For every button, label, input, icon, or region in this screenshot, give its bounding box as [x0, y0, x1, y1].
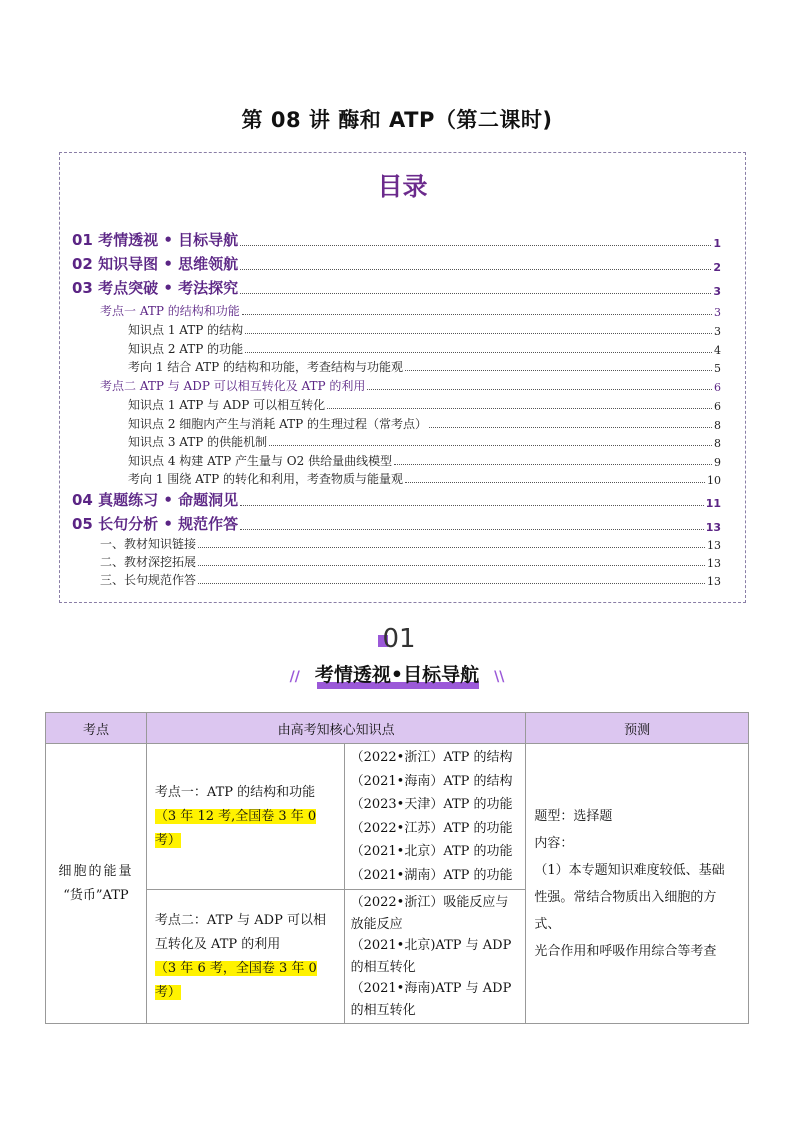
- toc-entry[interactable]: 考向 1 围绕 ATP 的转化和利用，考查物质与能量观 10: [128, 472, 721, 487]
- toc-entry[interactable]: 01 考情透视 • 目标导航 1: [72, 231, 721, 250]
- toc-entry[interactable]: 一、教材知识链接 13: [100, 537, 721, 552]
- toc-entry[interactable]: 知识点 1 ATP 的结构 3: [128, 323, 721, 338]
- toc-entry[interactable]: 考向 1 结合 ATP 的结构和功能，考查结构与功能观 5: [128, 360, 721, 375]
- table-row: [46, 744, 749, 890]
- toc-entry[interactable]: 03 考点突破 • 考法探究 3: [72, 279, 721, 298]
- prediction-cell: 题型：选择题 内容： （1）本专题知识难度较低、基础 性强。常结合物质出入细胞的方式、 光合作用和呼吸作用综合等考查: [526, 744, 749, 1024]
- kp1-sources: （2022•浙江）ATP 的结构 （2021•海南）ATP 的结构 （2023•天津）ATP 的功能 （2022•江苏）ATP 的功能 （2021•北京）ATP 的功能 （2021•湖南）ATP 的功能: [344, 744, 526, 890]
- topic-cell: 细胞的能量 “货币”ATP: [46, 744, 147, 1024]
- header-prediction: 预测: [526, 713, 749, 744]
- toc-entry[interactable]: 二、教材深挖拓展 13: [100, 555, 721, 570]
- toc-entry[interactable]: 知识点 1 ATP 与 ADP 可以相互转化 6: [128, 398, 721, 413]
- toc-entry[interactable]: 知识点 2 细胞内产生与消耗 ATP 的生理过程（常考点） 8: [128, 417, 721, 432]
- toc-entry[interactable]: 知识点 3 ATP 的供能机制 8: [128, 435, 721, 450]
- header-knowledge: 由高考知核心知识点: [146, 713, 525, 744]
- toc-entry[interactable]: 知识点 2 ATP 的功能 4: [128, 342, 721, 357]
- toc-entry[interactable]: 考点二 ATP 与 ADP 可以相互转化及 ATP 的利用 6: [100, 379, 721, 394]
- toc-entry[interactable]: 02 知识导图 • 思维领航 2: [72, 255, 721, 274]
- page-title: 第 08 讲 酶和 ATP（第二课时): [241, 108, 553, 132]
- kp2-count-highlight: （3 年 6 考，全国卷 3 年 0 考）: [154, 960, 317, 1000]
- kp2-cell: 考点二：ATP 与 ADP 可以相 互转化及 ATP 的利用 （3 年 6 考，全国卷 3 年 0 考）: [146, 890, 344, 1024]
- toc-heading: 目录: [377, 172, 428, 201]
- table-header-row: [46, 713, 749, 744]
- section-number: 01: [0, 624, 794, 654]
- toc-entry[interactable]: 04 真题练习 • 命题洞见 11: [72, 491, 721, 510]
- kp2-sources: （2022•浙江）吸能反应与 放能反应 （2021•北京)ATP 与 ADP 的相互转化 （2021•海南)ATP 与 ADP 的相互转化: [344, 890, 526, 1024]
- toc-entry[interactable]: 知识点 4 构建 ATP 产生量与 O2 供给量曲线模型 9: [128, 454, 721, 469]
- kp1-count-highlight: （3 年 12 考,全国卷 3 年 0 考）: [154, 808, 317, 848]
- toc-entry[interactable]: 考点一 ATP 的结构和功能 3: [100, 304, 721, 319]
- section-heading: [0, 660, 794, 689]
- exam-analysis-table: [45, 712, 749, 1024]
- toc-entry[interactable]: 三、长句规范作答 13: [100, 573, 721, 588]
- kp1-cell: 考点一：ATP 的结构和功能 （3 年 12 考,全国卷 3 年 0 考）: [146, 744, 344, 890]
- header-topic: 考点: [46, 713, 147, 744]
- table-of-contents: [59, 152, 746, 603]
- section-title: 考情透视•目标导航: [314, 664, 480, 686]
- decor-slash-right: \\: [494, 669, 505, 685]
- toc-entry[interactable]: 05 长句分析 • 规范作答 13: [72, 515, 721, 534]
- decor-slash-left: //: [289, 669, 300, 685]
